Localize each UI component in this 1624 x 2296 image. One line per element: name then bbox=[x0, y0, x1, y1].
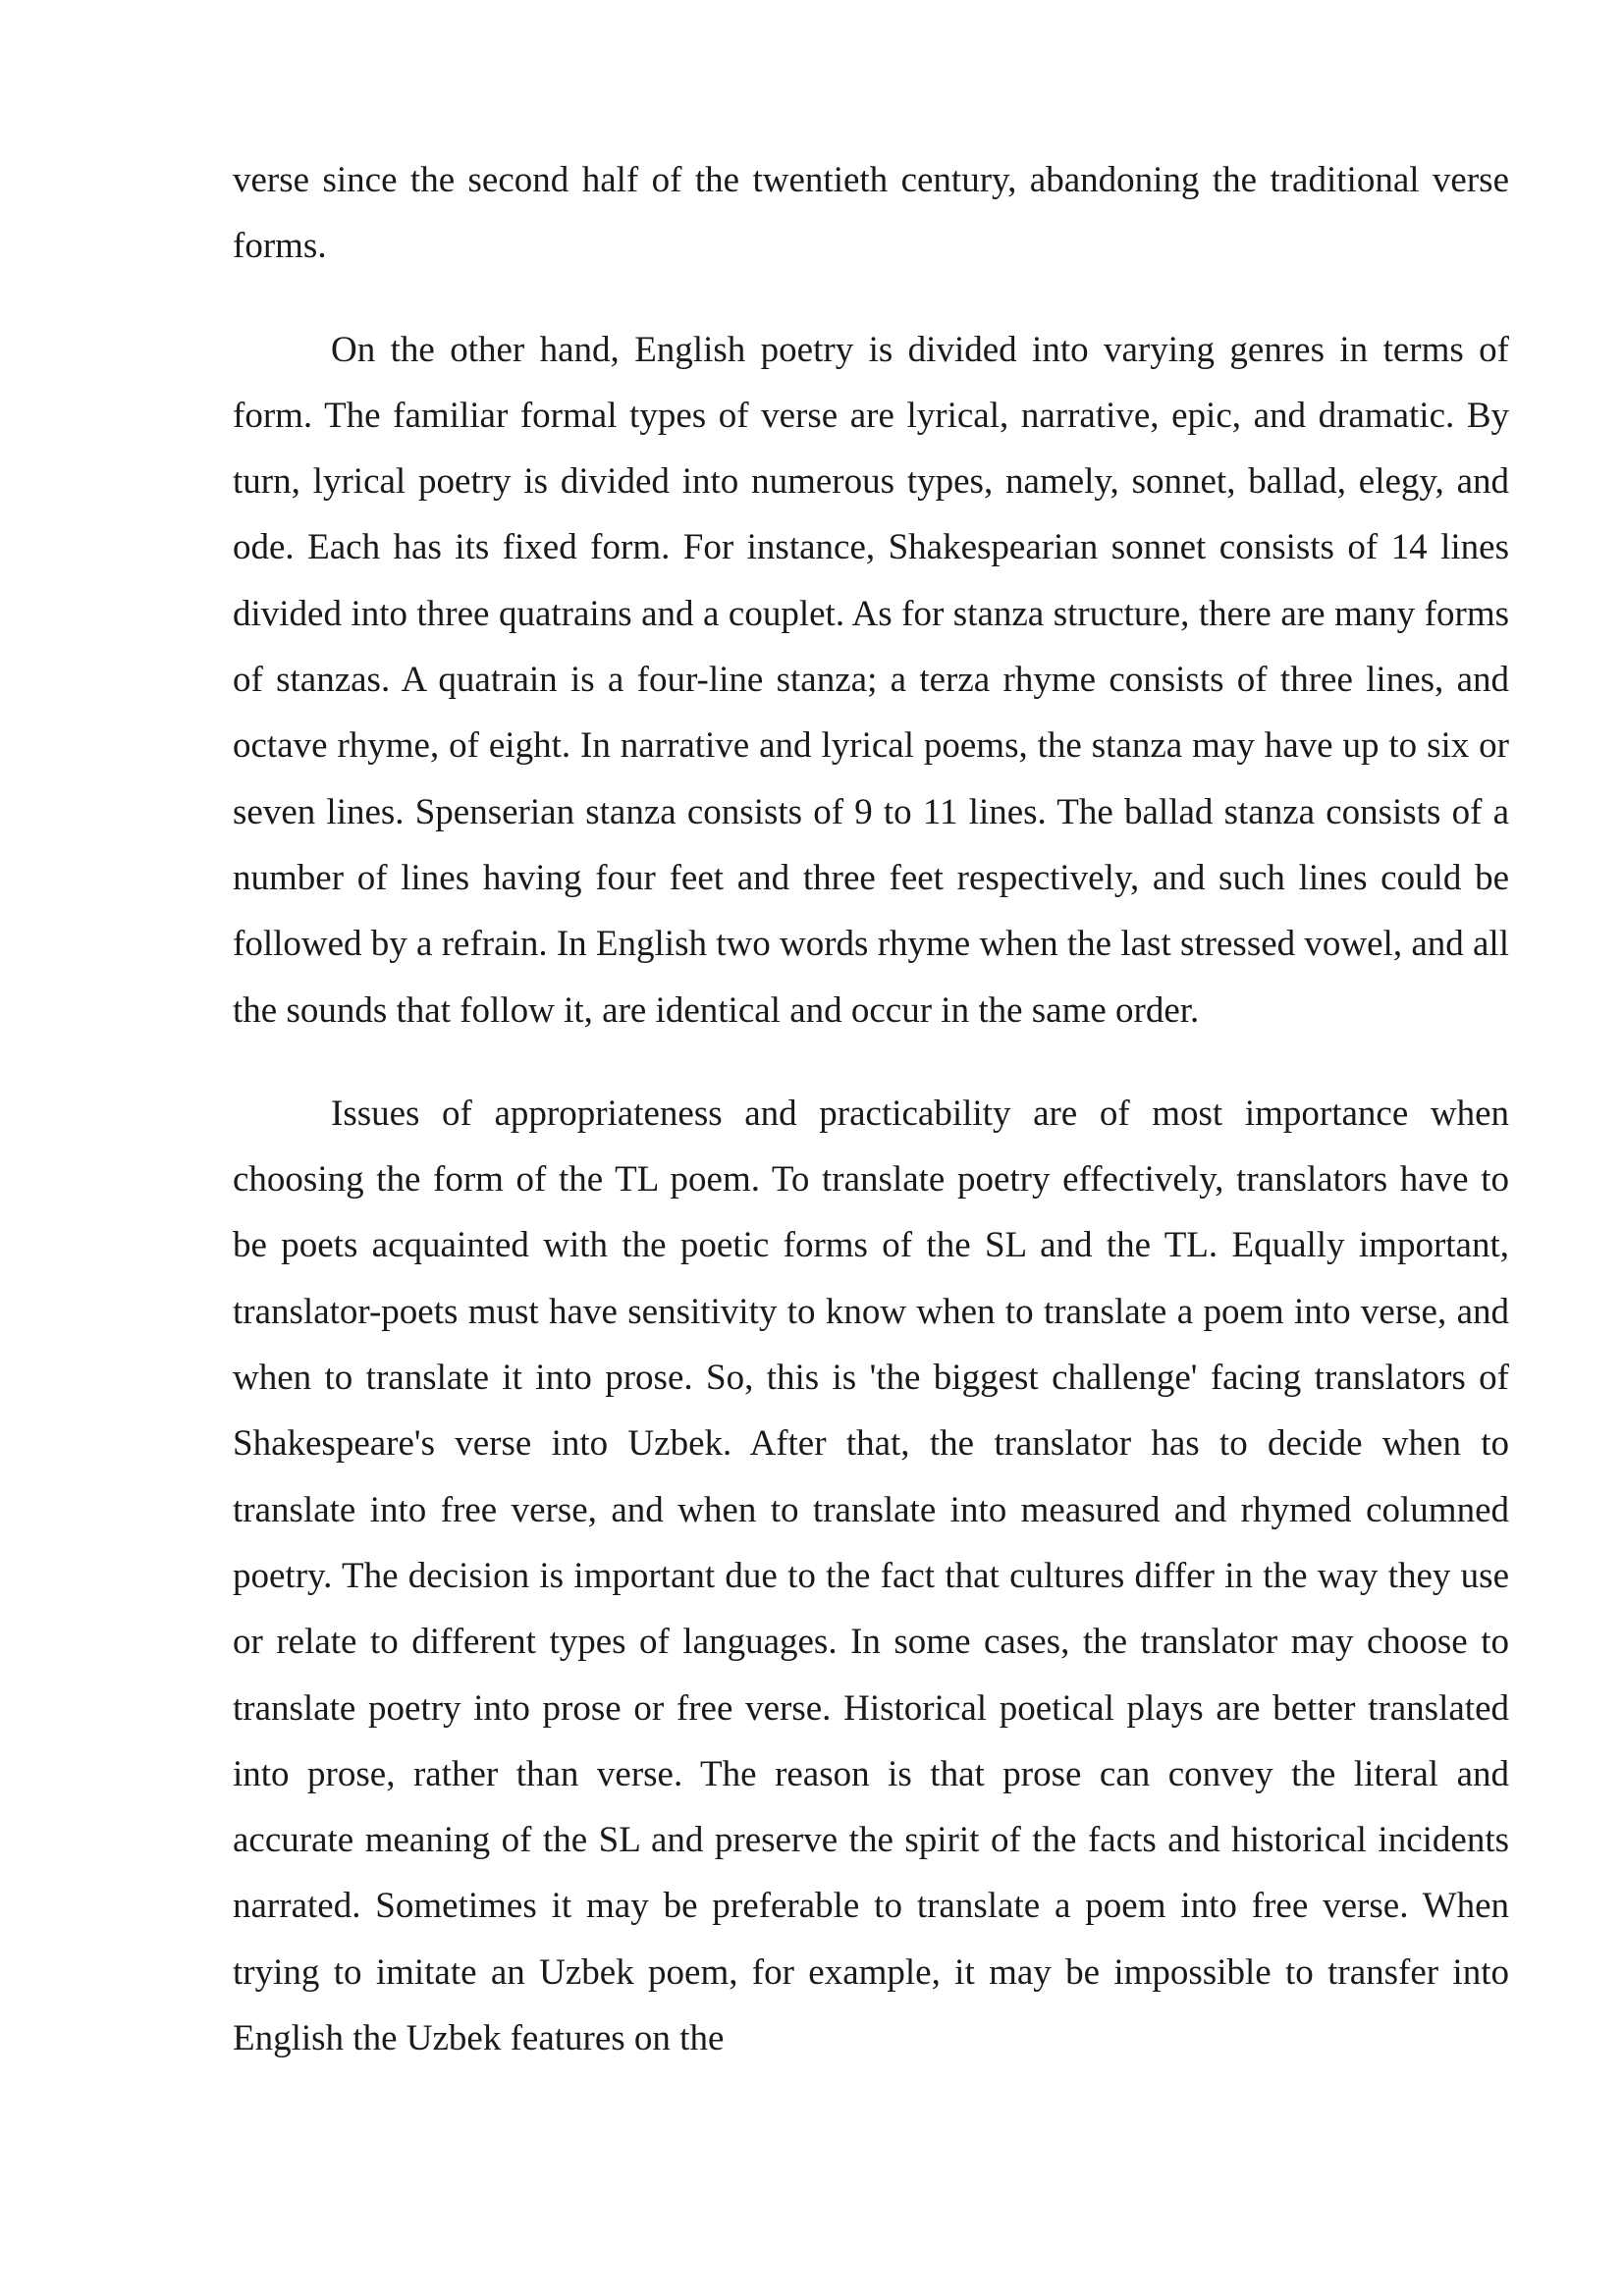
document-page bbox=[233, 147, 1509, 2071]
paragraph-1: verse since the second half of the twentieth century, abandoning the traditional verse forms. bbox=[233, 160, 1509, 267]
paragraph-2: On the other hand, English poetry is divided into varying genres in terms of form. The familiar formal types of verse are lyrical, narrative, epic, and dramatic. By turn, lyrical poetry is divided into numerous types, namely, sonnet, ballad, elegy, and ode. Each has its fixed form. For instance, Shakespearian sonnet consists of 14 lines divided into three quatrains and a couplet. As for stanza structure, there are many forms of stanzas. A quatrain is a four-line stanza; a terza rhyme consists of three lines, and octave rhyme, of eight. In narrative and lyrical poems, the stanza may have up to six or seven lines. Spenserian stanza consists of 9 to 11 lines. The ballad stanza consists of a number of lines having four feet and three feet respectively, and such lines could be followed by a refrain. In English two words rhyme when the last stressed vowel, and all the sounds that follow it, are identical and occur in the same order. bbox=[233, 329, 1509, 1031]
paragraph-3: Issues of appropriateness and practicability are of most importance when choosing the form of the TL poem. To translate poetry effectively, translators have to be poets acquainted with the poetic forms of the SL and the TL. Equally important, translator-poets must have sensitivity to know when to translate a poem into verse, and when to translate it into prose. So, this is 'the biggest challenge' facing translators of Shakespeare's verse into Uzbek. After that, the translator has to decide when to translate into free verse, and when to translate into measured and rhymed columned poetry. The decision is important due to the fact that cultures differ in the way they use or relate to different types of languages. In some cases, the translator may choose to translate poetry into prose or free verse. Historical poetical plays are better translated into prose, rather than verse. The reason is that prose can convey the literal and accurate meaning of the SL and preserve the spirit of the facts and historical incidents narrated. Sometimes it may be preferable to translate a poem into free verse. When trying to imitate an Uzbek poem, for example, it may be impossible to transfer into English the Uzbek features on the bbox=[233, 1093, 1509, 2059]
